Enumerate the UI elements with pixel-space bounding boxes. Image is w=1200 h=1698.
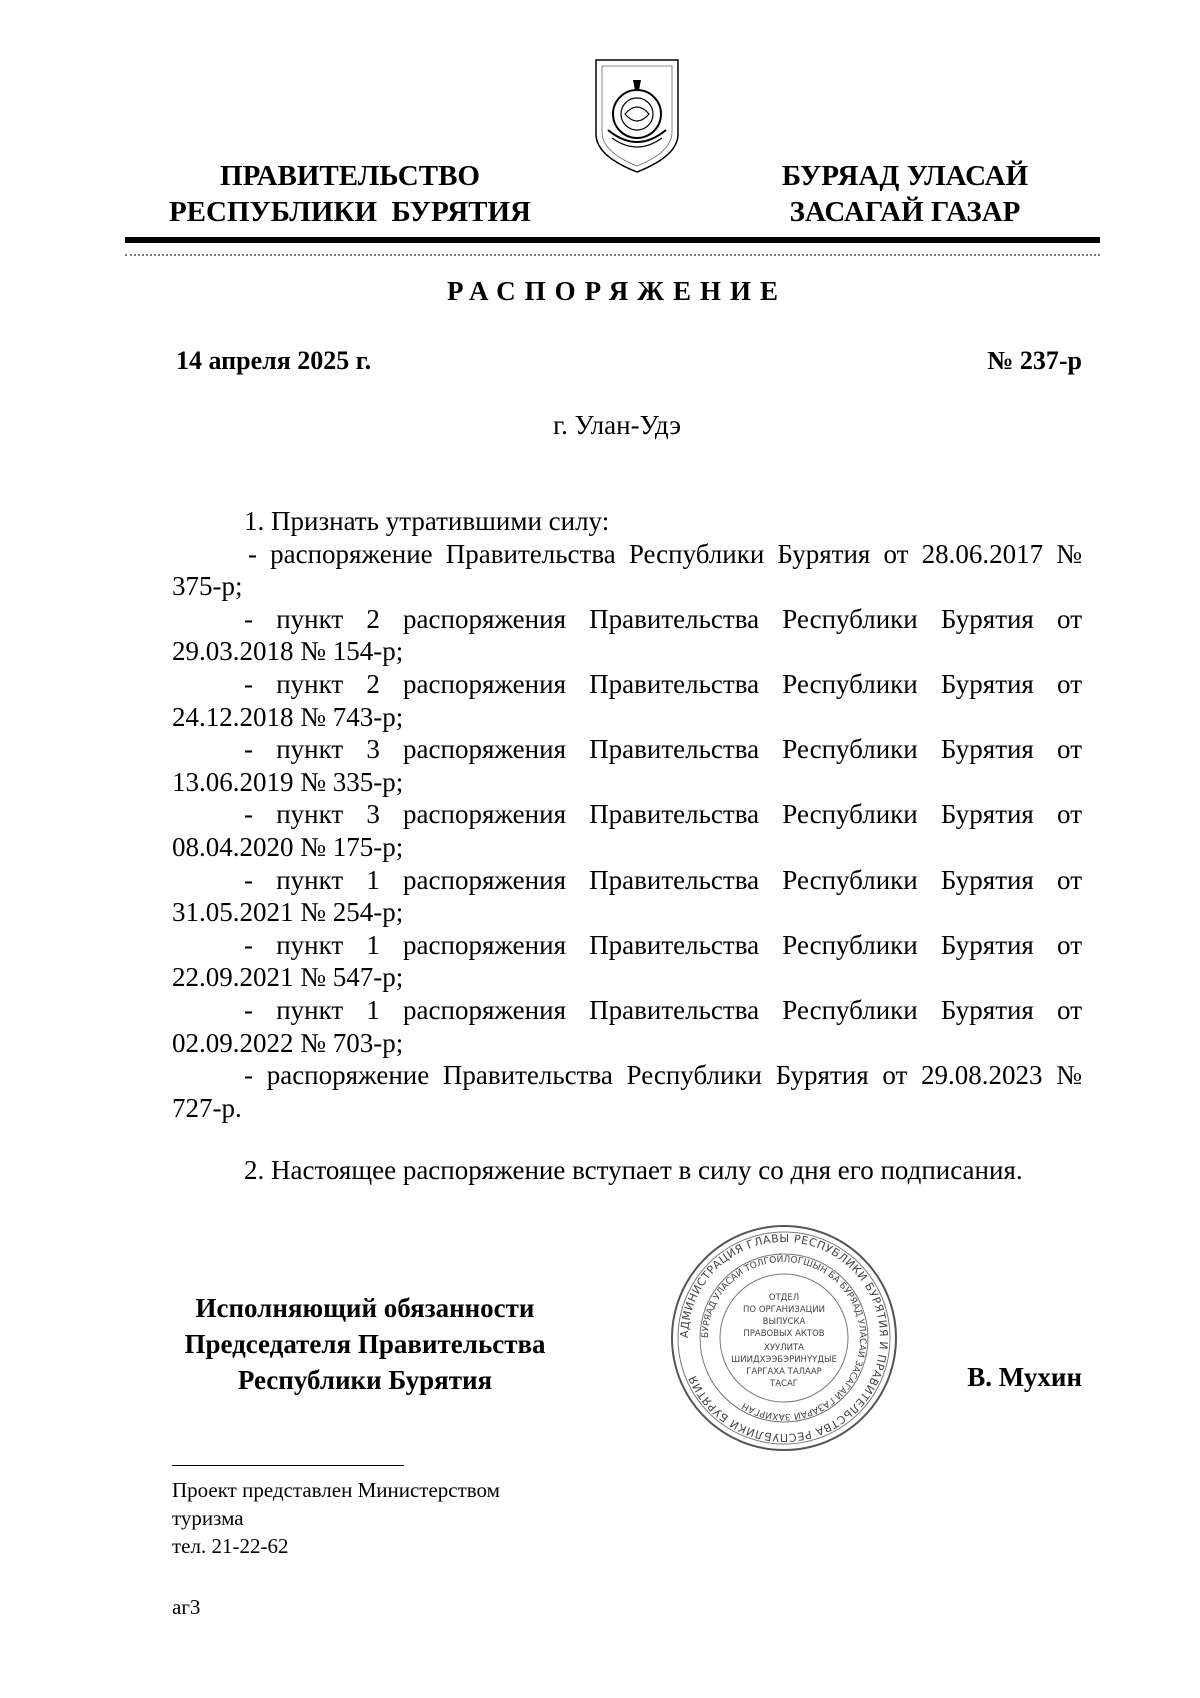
header-dotted-divider bbox=[125, 254, 1100, 256]
signatory-position-line3: Республики Бурятия bbox=[237, 1365, 493, 1395]
stamp-center-line: ГАРГАХА ТАЛААР bbox=[746, 1367, 822, 1377]
signatory-name: В. Мухин bbox=[967, 1362, 1082, 1392]
stamp-center-line: ТАСАГ bbox=[770, 1379, 798, 1389]
footer-line2: туризма bbox=[172, 1506, 244, 1530]
header-right-block bbox=[745, 158, 1065, 230]
footer-phone: тел. 21-22-62 bbox=[172, 1534, 289, 1558]
signatory-position-line1: Исполняющий обязанности bbox=[195, 1293, 535, 1323]
signatory-position-line2: Председателя Правительства bbox=[184, 1329, 546, 1359]
signatory-position bbox=[160, 1290, 570, 1398]
item2-text: 2. Настоящее распоряжение вступает в силу со дня его подписания. bbox=[244, 1155, 1023, 1186]
stamp-inner-ring-text: БУРЯАД УЛАСАЙ ТОЛГОЙЛОГШЫН БА БУРЯАД УЛАСАЙ ЗАСАГАЙ ГАЗАРАЙ ЗАХИРГАН bbox=[700, 1254, 868, 1422]
list-item: - распоряжение Правительства Республики Бурятия от 28.06.2017 № 375-р; bbox=[172, 538, 1082, 602]
stamp-center-line: ПРАВОВЫХ АКТОВ bbox=[743, 1329, 825, 1339]
footer-line1: Проект представлен Министерством bbox=[172, 1478, 500, 1502]
header-left-line1: ПРАВИТЕЛЬСТВО bbox=[220, 160, 480, 192]
document-date: 14 апреля 2025 г. bbox=[176, 346, 372, 375]
footer-divider bbox=[172, 1465, 404, 1466]
list-item: - пункт 1 распоряжения Правительства Республики Бурятия от 31.05.2021 № 254-р; bbox=[172, 864, 1082, 928]
official-stamp bbox=[668, 1222, 900, 1454]
stamp-center-line: ВЫПУСКА bbox=[762, 1317, 806, 1327]
stamp-center-line: ПО ОРГАНИЗАЦИИ bbox=[743, 1305, 825, 1315]
stamp-center-line: ОТДЕЛ bbox=[768, 1293, 800, 1303]
list-item: - пункт 3 распоряжения Правительства Республики Бурятия от 08.04.2020 № 175-р; bbox=[172, 799, 1082, 862]
list-item: - пункт 1 распоряжения Правительства Республики Бурятия от 02.09.2022 № 703-р; bbox=[172, 994, 1082, 1058]
document-title: РАСПОРЯЖЕНИЕ bbox=[446, 276, 788, 306]
header-left-line2: РЕСПУБЛИКИ БУРЯТИЯ bbox=[168, 196, 532, 228]
list-item: - пункт 3 распоряжения Правительства Республики Бурятия от 13.06.2019 № 335-р; bbox=[172, 734, 1082, 797]
document-code: аг3 bbox=[172, 1595, 201, 1619]
coat-of-arms-icon bbox=[592, 56, 682, 176]
list-item: - пункт 2 распоряжения Правительства Республики Бурятия от 24.12.2018 № 743-р; bbox=[172, 668, 1082, 732]
stamp-outer-text: АДМИНИСТРАЦИЯ ГЛАВЫ РЕСПУБЛИКИ БУРЯТИЯ И ПРАВИТЕЛЬСТВА РЕСПУБЛИКИ БУРЯТИЯ bbox=[677, 1231, 891, 1445]
header-right-line2: ЗАСАГАЙ ГАЗАР bbox=[789, 196, 1021, 228]
item1-heading: 1. Признать утратившими силу: bbox=[244, 506, 610, 536]
document-city: г. Улан-Удэ bbox=[553, 410, 681, 440]
document-body bbox=[172, 505, 1082, 1187]
list-item: - распоряжение Правительства Республики Бурятия от 29.08.2023 № 727-р. bbox=[172, 1060, 1082, 1123]
header-left-block bbox=[160, 158, 540, 230]
header-divider bbox=[125, 237, 1100, 243]
list-item: - пункт 2 распоряжения Правительства Республики Бурятия от 29.03.2018 № 154-р; bbox=[172, 603, 1082, 667]
document-number: № 237-р bbox=[987, 346, 1082, 375]
header-right-line1: БУРЯАД УЛАСАЙ bbox=[781, 160, 1029, 192]
stamp-center-line: ШИИДХЭЭБЭРИНҮҮДЫЕ bbox=[731, 1355, 837, 1365]
footer-note bbox=[172, 1476, 500, 1560]
list-item: - пункт 1 распоряжения Правительства Республики Бурятия от 22.09.2021 № 547-р; bbox=[172, 929, 1082, 993]
stamp-center-line: ХУУЛИТА bbox=[764, 1343, 804, 1353]
